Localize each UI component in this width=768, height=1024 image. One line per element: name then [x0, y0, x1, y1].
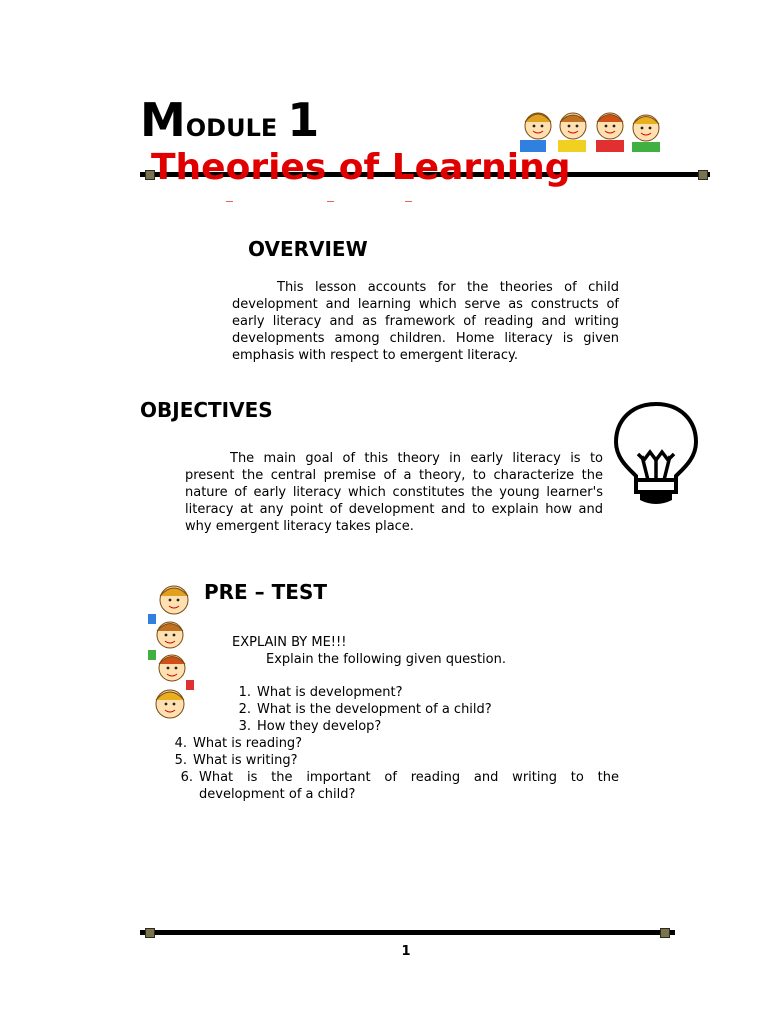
question-item: 1. What is development? — [238, 685, 403, 700]
pretest-instruction: Explain the following given question. — [266, 652, 506, 667]
question-item: 2. What is the development of a child? — [238, 702, 492, 717]
title-underline-mark — [226, 201, 233, 202]
children-illustration-icon — [510, 104, 670, 152]
module-number: 1 — [287, 93, 320, 147]
objectives-text: The main goal of this theory in early literacy is to present the central premise of a theory, to characterize the nature of early literacy which constitutes the young learner's literacy at any point of development and to explain how and why emergent literacy takes place. — [185, 451, 603, 534]
children-column-illustration-icon — [148, 580, 194, 732]
overview-paragraph — [232, 279, 619, 364]
overview-text: This lesson accounts for the theories of child development and learning which serve as constructs of early literacy and as framework of reading and writing developments among children. Home literacy is given emphasis with respect to emergent literacy. — [232, 280, 619, 363]
question-item: 5. What is writing? — [174, 753, 298, 768]
pretest-heading: PRE – TEST — [204, 580, 327, 604]
question-item: 6. What is the important of reading and writing to the development of a child? — [180, 770, 619, 802]
rule-knot-left — [145, 928, 155, 938]
rule-knot-right — [698, 170, 708, 180]
rule-knot-right — [660, 928, 670, 938]
page-number: 1 — [401, 944, 411, 959]
question-item: 4. What is reading? — [174, 736, 303, 751]
module-word: ODULE — [185, 114, 278, 142]
pretest-label: EXPLAIN BY ME!!! — [232, 635, 347, 650]
title-underline-mark — [327, 201, 334, 202]
objectives-paragraph — [185, 450, 603, 535]
module-heading — [140, 93, 320, 147]
footer-rule — [140, 930, 675, 935]
overview-heading: OVERVIEW — [248, 237, 368, 261]
title-underline-mark — [405, 201, 412, 202]
module-initial: M — [140, 93, 186, 147]
objectives-heading: OBJECTIVES — [140, 398, 273, 422]
question-item: 3. How they develop? — [238, 719, 382, 734]
module-title: Theories of Learning — [151, 147, 571, 188]
lightbulb-icon — [612, 400, 700, 508]
